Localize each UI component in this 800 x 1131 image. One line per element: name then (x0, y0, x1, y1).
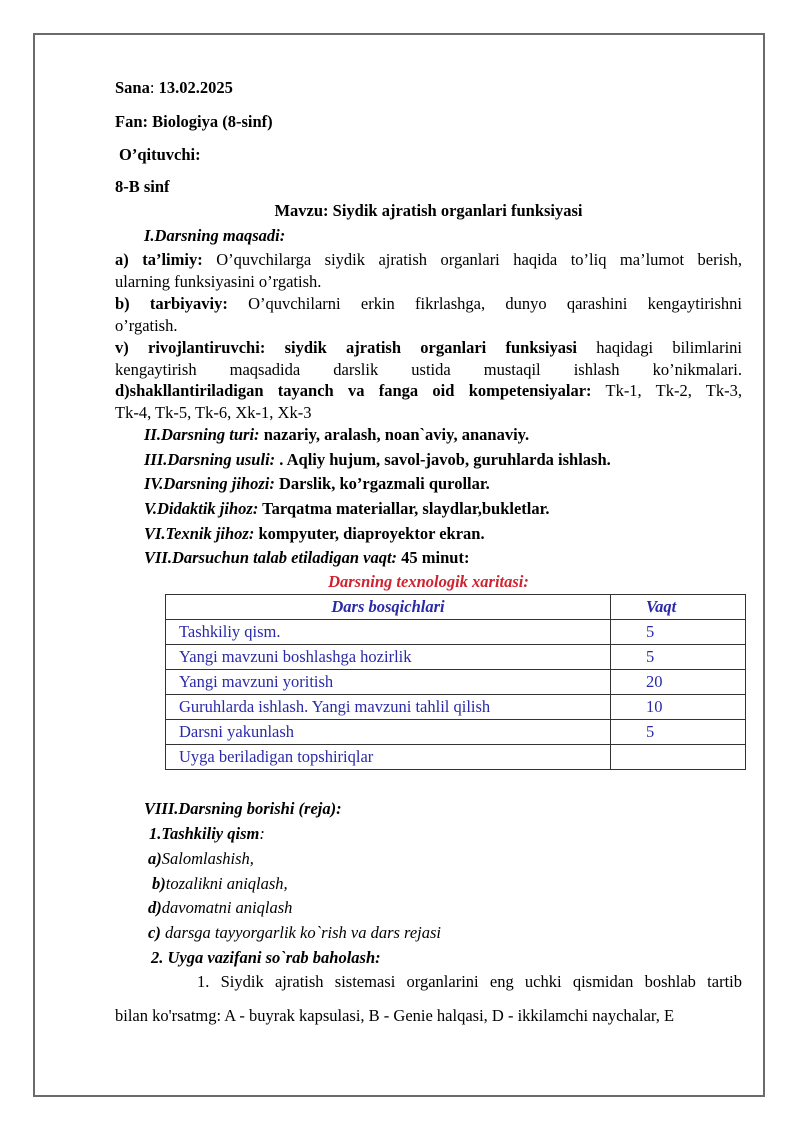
development-goal-text: haqidagi bilimlarini (596, 338, 742, 357)
time-cell (611, 745, 746, 770)
organizational-part-colon: : (259, 824, 265, 843)
plan-item-text: darsga tayyorgarlik ko`rish va dars rejasi (160, 923, 442, 942)
lesson-duration-value: 45 minut: (397, 548, 470, 567)
educational-goal-line2: ularning funksiyasini o’rgatish. (115, 272, 322, 291)
lesson-type-value: nazariy, aralash, noan`aviy, ananaviy. (259, 425, 530, 444)
subject-line: Fan: Biologiya (8-sinf) (115, 112, 273, 131)
lesson-equipment-value: Darslik, ko’rgazmali qurollar. (274, 474, 490, 493)
upbringing-goal-label: b) tarbiyaviy: (115, 294, 228, 313)
competencies-line2: Tk-4, Tk-5, Tk-6, Xk-1, Xk-3 (115, 403, 312, 422)
stage-cell: Darsni yakunlash (166, 720, 611, 745)
lesson-method-label: III.Darsning usuli: (144, 450, 276, 469)
tech-map-table (165, 594, 746, 770)
plan-item (148, 898, 292, 918)
lesson-equipment-label: IV.Darsning jihozi: (144, 474, 275, 493)
plan-item-mark: b) (152, 874, 166, 893)
date-separator: : (149, 78, 155, 97)
table-row (166, 745, 746, 770)
table-row (166, 620, 746, 645)
didactic-equipment-value: Tarqatma materiallar, slaydlar,bukletlar. (258, 499, 550, 518)
didactic-equipment-line (144, 499, 550, 519)
organizational-part-label: 1.Tashkiliy qism (149, 824, 260, 843)
date-value: 13.02.2025 (154, 78, 233, 97)
competencies-label: d)shakllantiriladigan tayanch va fanga oid kompetensiyalar: (115, 381, 592, 400)
stage-cell: Guruhlarda ishlash. Yangi mavzuni tahlil qilish (166, 695, 611, 720)
lesson-duration-line (144, 548, 469, 568)
time-column-header: Vaqt (611, 595, 746, 620)
stage-column-header: Dars bosqichlari (166, 595, 611, 620)
didactic-equipment-label: V.Didaktik jihoz: (144, 499, 259, 518)
table-row (166, 645, 746, 670)
topic-title: Mavzu: Siydik ajratish organlari funksiyasi (274, 201, 583, 220)
question-1-line1: 1. Siydik ajratish sistemasi organlarini eng uchki qismidan boshlab tartib (197, 972, 742, 991)
time-cell: 5 (611, 720, 746, 745)
development-goal-topic: siydik ajratish organlari funksiyasi (284, 338, 578, 357)
organizational-part-line (149, 824, 265, 844)
upbringing-goal-text: O’quvchilarni erkin fikrlashga, dunyo qarashini kengaytirishni (248, 294, 742, 313)
development-goal-line1 (115, 338, 742, 358)
stage-cell: Tashkiliy qism. (166, 620, 611, 645)
educational-goal-text: O’quvchilarga siydik ajratish organlari haqida to’liq ma’lumot berish, (216, 250, 742, 269)
upbringing-goal-line1 (115, 294, 742, 314)
plan-item-text: tozalikni aniqlash, (165, 874, 288, 893)
table-header-row (166, 595, 746, 620)
plan-item (148, 849, 254, 869)
question-1-line2: bilan ko'rsatmg: A - buyrak kapsulasi, B - Genie halqasi, D - ikkilamchi naychalar, E (115, 1006, 675, 1025)
lesson-duration-label: VII.Darsuchun talab etiladigan vaqt: (144, 548, 398, 567)
lesson-method-line (144, 450, 611, 470)
table-row (166, 670, 746, 695)
stage-cell: Yangi mavzuni boshlashga hozirlik (166, 645, 611, 670)
lesson-method-value: . Aqliy hujum, savol-javob, guruhlarda ishlash. (275, 450, 611, 469)
date-line (115, 78, 233, 98)
plan-item-mark: a) (148, 849, 162, 868)
plan-item-mark: c) (148, 923, 161, 942)
educational-goal-label: a) ta’limiy: (115, 250, 203, 269)
time-cell: 5 (611, 620, 746, 645)
goals-heading: I.Darsning maqsadi: (144, 226, 286, 245)
lesson-type-line (144, 425, 529, 445)
competencies-line1 (115, 381, 742, 401)
class-line: 8-B sinf (115, 177, 170, 196)
technical-equipment-line (144, 524, 485, 544)
teacher-line: O’qituvchi: (119, 145, 201, 164)
lesson-type-label: II.Darsning turi: (144, 425, 260, 444)
stage-cell: Uyga beriladigan topshiriqlar (166, 745, 611, 770)
tech-map-title: Darsning texnologik xaritasi: (328, 572, 529, 591)
table-row (166, 720, 746, 745)
plan-item-mark: d) (148, 898, 162, 917)
time-cell: 5 (611, 645, 746, 670)
lesson-equipment-line (144, 474, 490, 494)
homework-check-heading: 2. Uyga vazifani so`rab baholash: (151, 948, 381, 967)
development-goal-label: v) rivojlantiruvchi: (115, 338, 266, 357)
lesson-plan-heading: VIII.Darsning borishi (reja): (144, 799, 342, 818)
educational-goal-line1 (115, 250, 742, 270)
time-cell: 10 (611, 695, 746, 720)
plan-item (152, 874, 288, 894)
competencies-text: Tk-1, Tk-2, Tk-3, (605, 381, 742, 400)
stage-cell: Yangi mavzuni yoritish (166, 670, 611, 695)
table-row (166, 695, 746, 720)
plan-item-text: Salomlashish, (161, 849, 254, 868)
time-cell: 20 (611, 670, 746, 695)
date-label: Sana (115, 78, 150, 97)
plan-item (148, 923, 441, 943)
development-goal-line2: kengaytirish maqsadida darslik ustida mustaqil ishlash ko’nikmalari. (115, 360, 742, 379)
technical-equipment-label: VI.Texnik jihoz: (144, 524, 255, 543)
plan-item-text: davomatni aniqlash (161, 898, 293, 917)
upbringing-goal-line2: o’rgatish. (115, 316, 178, 335)
technical-equipment-value: kompyuter, diaproyektor ekran. (254, 524, 485, 543)
